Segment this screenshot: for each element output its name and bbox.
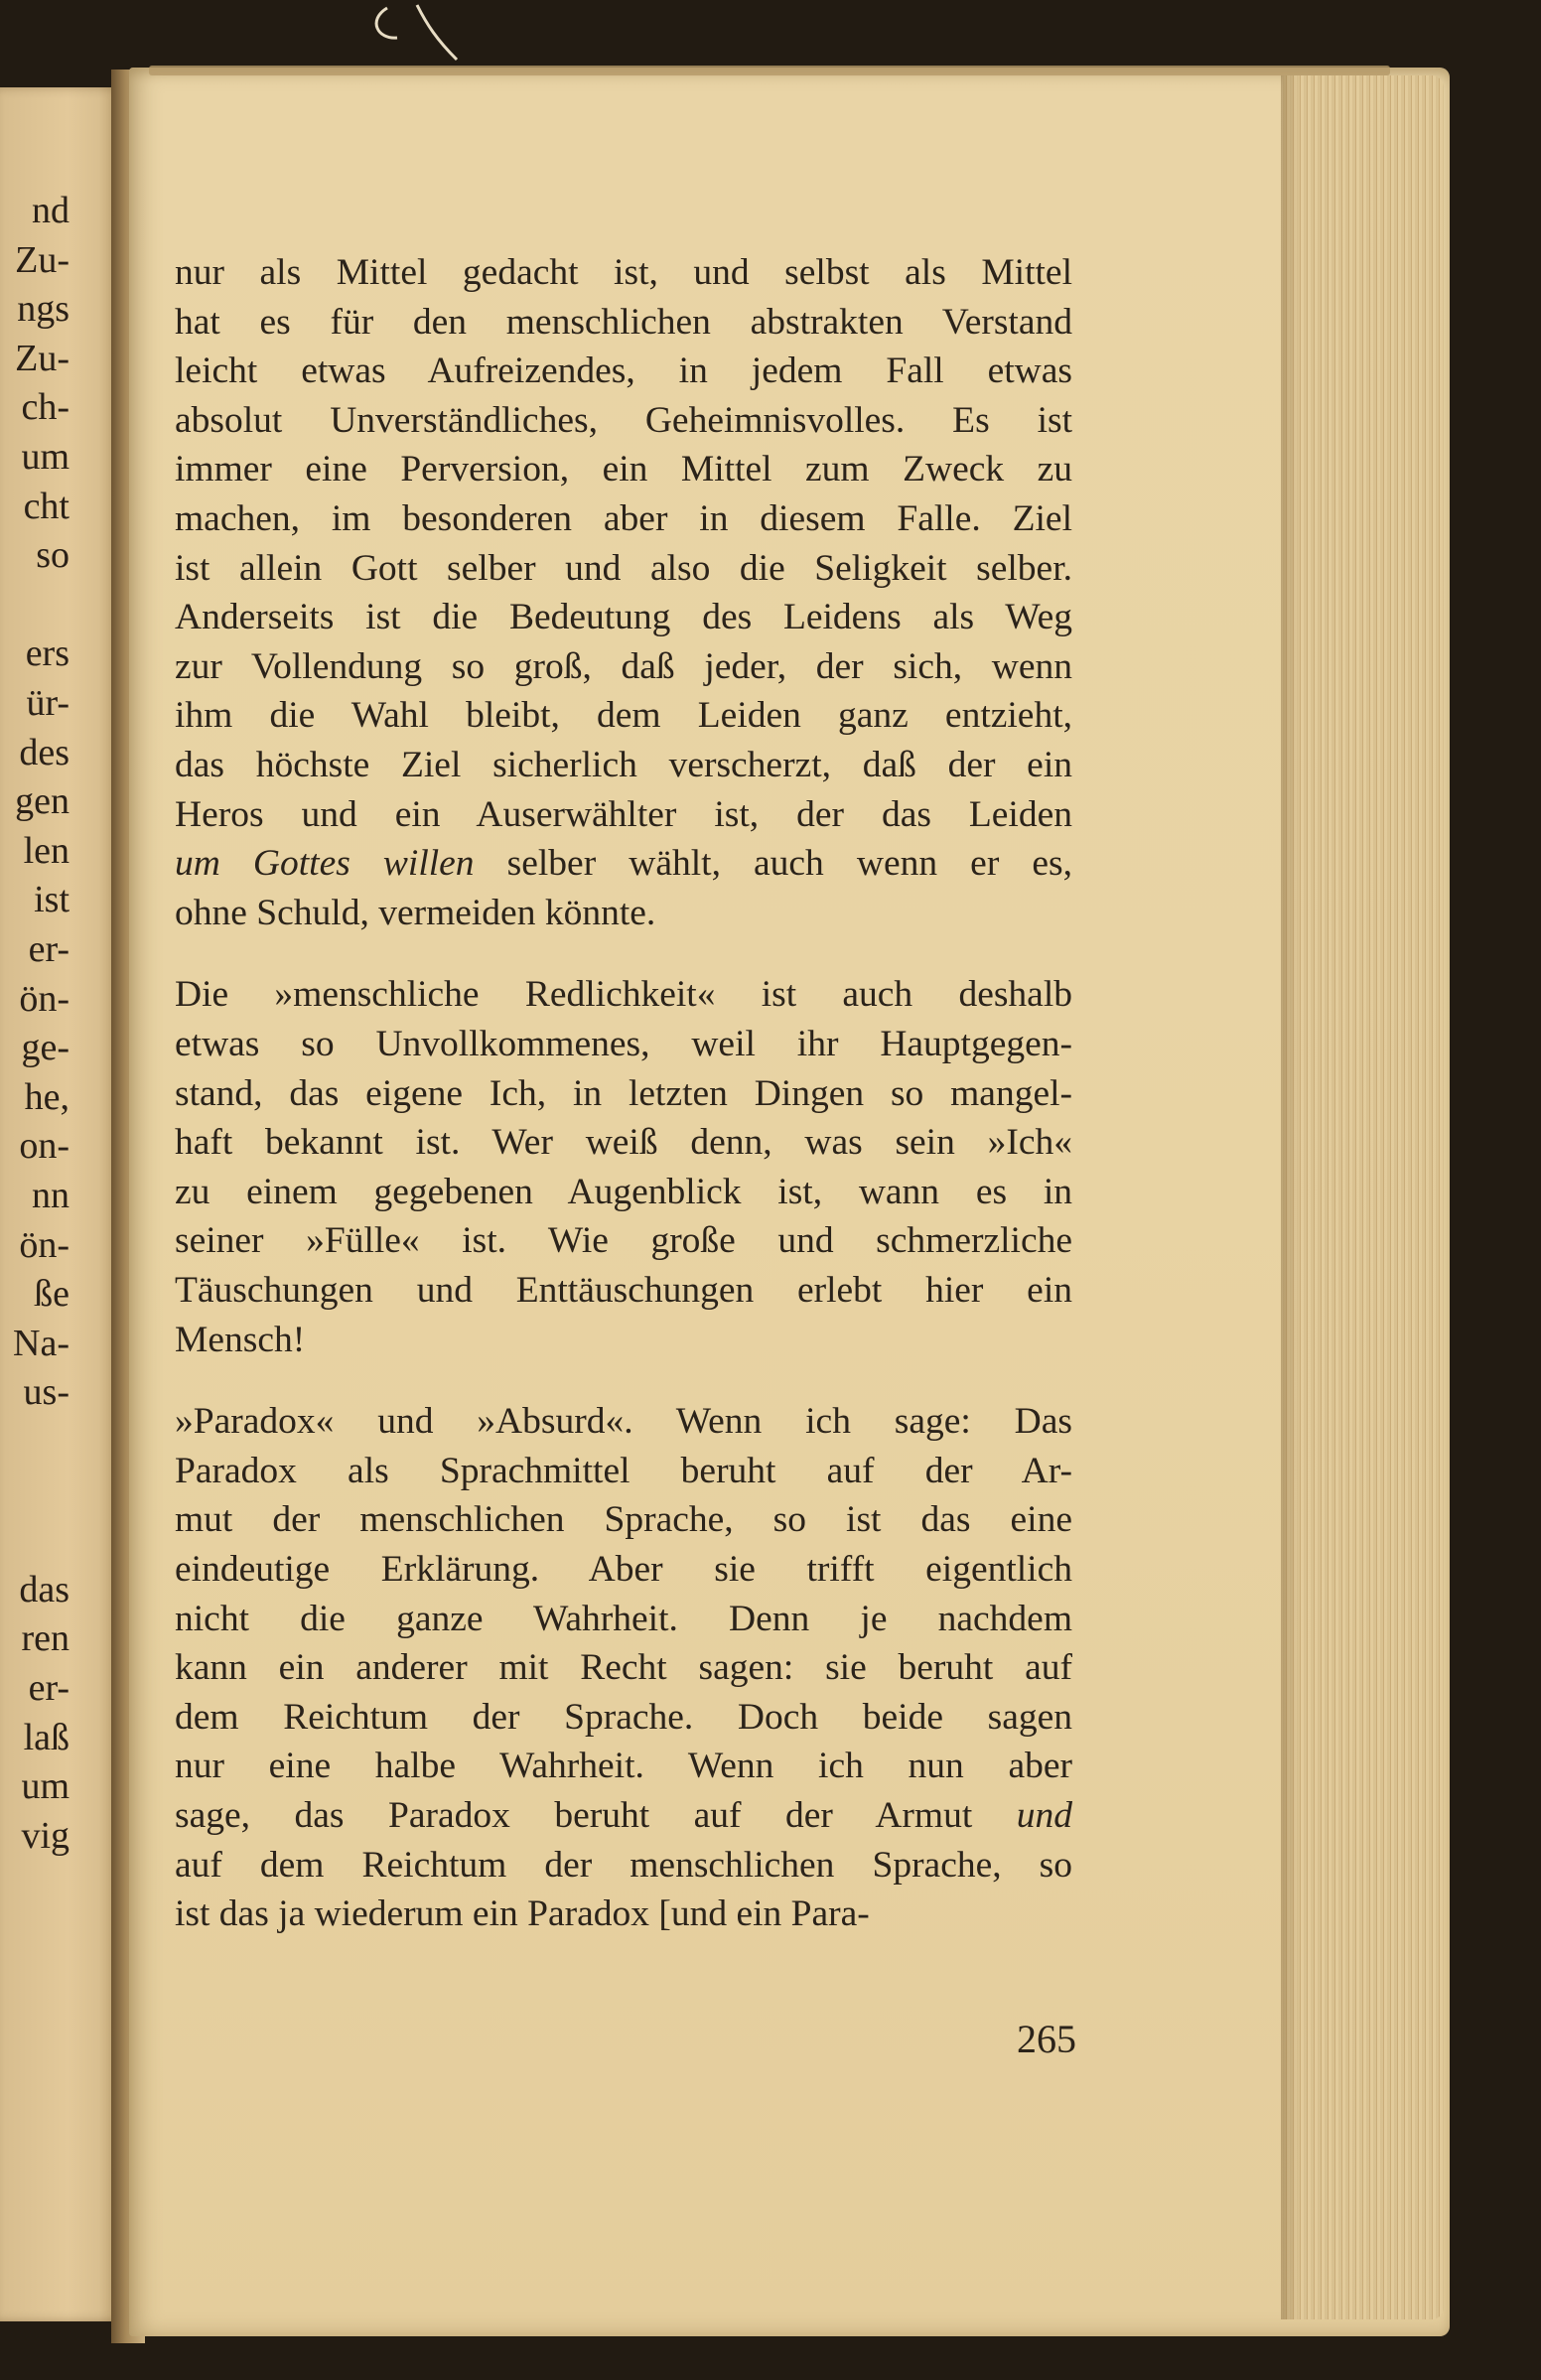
text-segment: eindeutige Erklärung. Aber sie trifft eigentlich bbox=[175, 1549, 1072, 1590]
left-page-fragment: ngs bbox=[17, 288, 70, 331]
left-page-fragment: ön- bbox=[19, 1223, 70, 1266]
text-segment: mut der menschlichen Sprache, so ist das eine bbox=[175, 1499, 1072, 1541]
text-segment: zu einem gegebenen Augenblick ist, wann es in bbox=[175, 1171, 1072, 1212]
text-segment: um Gottes willen bbox=[175, 843, 475, 885]
text-segment: immer eine Perversion, ein Mittel zum Zweck zu bbox=[175, 449, 1072, 490]
text-segment: zur Vollendung so groß, daß jeder, der sich, wenn bbox=[175, 645, 1072, 687]
text-line bbox=[175, 248, 1072, 298]
left-page-fragment: um bbox=[21, 436, 70, 478]
text-line bbox=[175, 1266, 1072, 1316]
text-line bbox=[175, 839, 1072, 889]
left-page-fragment: um bbox=[21, 1765, 70, 1808]
text-segment: Paradox als Sprachmittel beruht auf der Ar- bbox=[175, 1450, 1072, 1491]
page-stack-edges bbox=[1283, 75, 1444, 2319]
left-page-fragment: len bbox=[23, 829, 70, 872]
text-segment: etwas so Unvollkommenes, weil ihr Hauptgegen- bbox=[175, 1024, 1072, 1064]
left-page-fragment: ers bbox=[25, 632, 70, 675]
text-segment: haft bekannt ist. Wer weiß denn, was sein »Ich« bbox=[175, 1122, 1072, 1164]
text-line bbox=[175, 970, 1072, 1020]
left-page-fragment: he, bbox=[24, 1075, 70, 1118]
left-page-fragment: cht bbox=[23, 485, 70, 527]
text-line bbox=[175, 1447, 1072, 1496]
text-line bbox=[175, 1643, 1072, 1693]
left-page-fragment: nd bbox=[32, 190, 70, 231]
left-page-fragment: Zu- bbox=[15, 238, 70, 281]
left-page-text-fragments bbox=[0, 87, 123, 2321]
text-line bbox=[175, 1397, 1072, 1447]
text-line bbox=[175, 691, 1072, 741]
text-line bbox=[175, 1069, 1072, 1119]
text-segment: seiner »Fülle« ist. Wie große und schmerzliche bbox=[175, 1220, 1072, 1262]
page-number: 265 bbox=[1017, 2017, 1076, 2061]
left-page-fragment: gen bbox=[15, 780, 70, 823]
text-line bbox=[175, 1495, 1072, 1545]
left-page-fragment: er- bbox=[28, 928, 70, 970]
text-segment: nur eine halbe Wahrheit. Wenn ich nun aber bbox=[175, 1746, 1072, 1787]
left-page-fragment: ön- bbox=[19, 977, 70, 1020]
left-page-fragment: so bbox=[36, 534, 70, 577]
left-page-fragment: Zu- bbox=[15, 337, 70, 379]
text-segment: »Paradox« und »Absurd«. Wenn ich sage: Das bbox=[175, 1401, 1072, 1443]
left-page-fragment: das bbox=[19, 1568, 70, 1610]
text-segment: das höchste Ziel sicherlich verscherzt, daß der ein bbox=[175, 745, 1072, 785]
text-line bbox=[175, 1545, 1072, 1595]
text-segment: ist das ja wiederum ein Paradox [und ein Para- bbox=[175, 1893, 870, 1935]
text-line bbox=[175, 593, 1072, 642]
left-page-fragment: vig bbox=[21, 1814, 70, 1857]
left-page-fragment: ße bbox=[34, 1273, 70, 1316]
text-segment: auf dem Reichtum der menschlichen Sprache, so bbox=[175, 1844, 1072, 1886]
text-line bbox=[175, 1791, 1072, 1841]
text-line bbox=[175, 298, 1072, 348]
page-top-edge bbox=[149, 66, 1390, 75]
text-segment: und bbox=[1016, 1795, 1072, 1836]
text-segment: machen, im besonderen aber in diesem Falle. Ziel bbox=[175, 498, 1072, 539]
left-page-fragment: Na- bbox=[13, 1322, 70, 1364]
text-segment: ist allein Gott selber und also die Seligkeit selber. bbox=[175, 547, 1072, 589]
text-segment: nicht die ganze Wahrheit. Denn je nachdem bbox=[175, 1598, 1072, 1639]
text-segment: sage, das Paradox beruht auf der Armut bbox=[175, 1795, 1017, 1836]
text-line bbox=[175, 347, 1072, 396]
text-segment: dem Reichtum der Sprache. Doch beide sagen bbox=[175, 1696, 1072, 1738]
left-page-fragment: ch- bbox=[21, 386, 70, 429]
text-segment: ihm die Wahl bleibt, dem Leiden ganz entzieht, bbox=[175, 695, 1072, 737]
text-line bbox=[175, 396, 1072, 446]
text-segment: selber wählt, auch wenn er es, bbox=[474, 843, 1072, 885]
text-line bbox=[175, 790, 1072, 840]
text-line bbox=[175, 1742, 1072, 1791]
text-line bbox=[175, 1316, 1072, 1365]
text-segment: absolut Unverständliches, Geheimnisvolles. Es ist bbox=[175, 399, 1072, 441]
text-line bbox=[175, 1020, 1072, 1069]
text-line bbox=[175, 544, 1072, 594]
text-segment: Die »menschliche Redlichkeit« ist auch deshalb bbox=[175, 974, 1072, 1016]
text-segment: kann ein anderer mit Recht sagen: sie beruht auf bbox=[175, 1647, 1072, 1689]
text-line bbox=[175, 889, 1072, 938]
text-segment: Anderseits ist die Bedeutung des Leidens als Weg bbox=[175, 597, 1072, 638]
text-segment: Mensch! bbox=[175, 1319, 306, 1360]
text-line bbox=[175, 494, 1072, 544]
left-page-fragment: ist bbox=[34, 879, 70, 921]
text-segment: stand, das eigene Ich, in letzten Dingen so mangel- bbox=[175, 1072, 1072, 1114]
left-page-fragment: nn bbox=[32, 1175, 70, 1216]
text-segment: ohne Schuld, vermeiden könnte. bbox=[175, 892, 656, 933]
text-line bbox=[175, 642, 1072, 692]
text-line bbox=[175, 445, 1072, 494]
left-page-fragment: ge- bbox=[21, 1027, 70, 1069]
text-segment: Heros und ein Auserwählter ist, der das Leiden bbox=[175, 793, 1072, 835]
binding-thread bbox=[357, 0, 467, 70]
left-page-fragment: on- bbox=[19, 1125, 70, 1168]
left-page-edge bbox=[0, 87, 123, 2321]
text-line bbox=[175, 1118, 1072, 1168]
left-page-fragment: des bbox=[19, 731, 70, 773]
text-line bbox=[175, 1693, 1072, 1743]
text-segment: nur als Mittel gedacht ist, und selbst als Mittel bbox=[175, 252, 1072, 293]
text-line bbox=[175, 741, 1072, 790]
text-line bbox=[175, 1216, 1072, 1266]
left-page-fragment: us- bbox=[23, 1371, 70, 1414]
text-line bbox=[175, 1890, 1072, 1939]
text-line bbox=[175, 1595, 1072, 1644]
text-line bbox=[175, 1168, 1072, 1217]
text-segment: leicht etwas Aufreizendes, in jedem Fall etwas bbox=[175, 350, 1072, 392]
left-page-fragment: ür- bbox=[26, 682, 70, 724]
text-segment: hat es für den menschlichen abstrakten Verstand bbox=[175, 301, 1072, 343]
left-page-fragment: er- bbox=[28, 1667, 70, 1709]
text-line bbox=[175, 1841, 1072, 1890]
page-stack-shadow bbox=[1281, 75, 1299, 2319]
left-page-fragment: ren bbox=[21, 1617, 70, 1660]
left-page-fragment: laß bbox=[23, 1716, 70, 1758]
text-segment: Täuschungen und Enttäuschungen erlebt hier ein bbox=[175, 1270, 1072, 1311]
